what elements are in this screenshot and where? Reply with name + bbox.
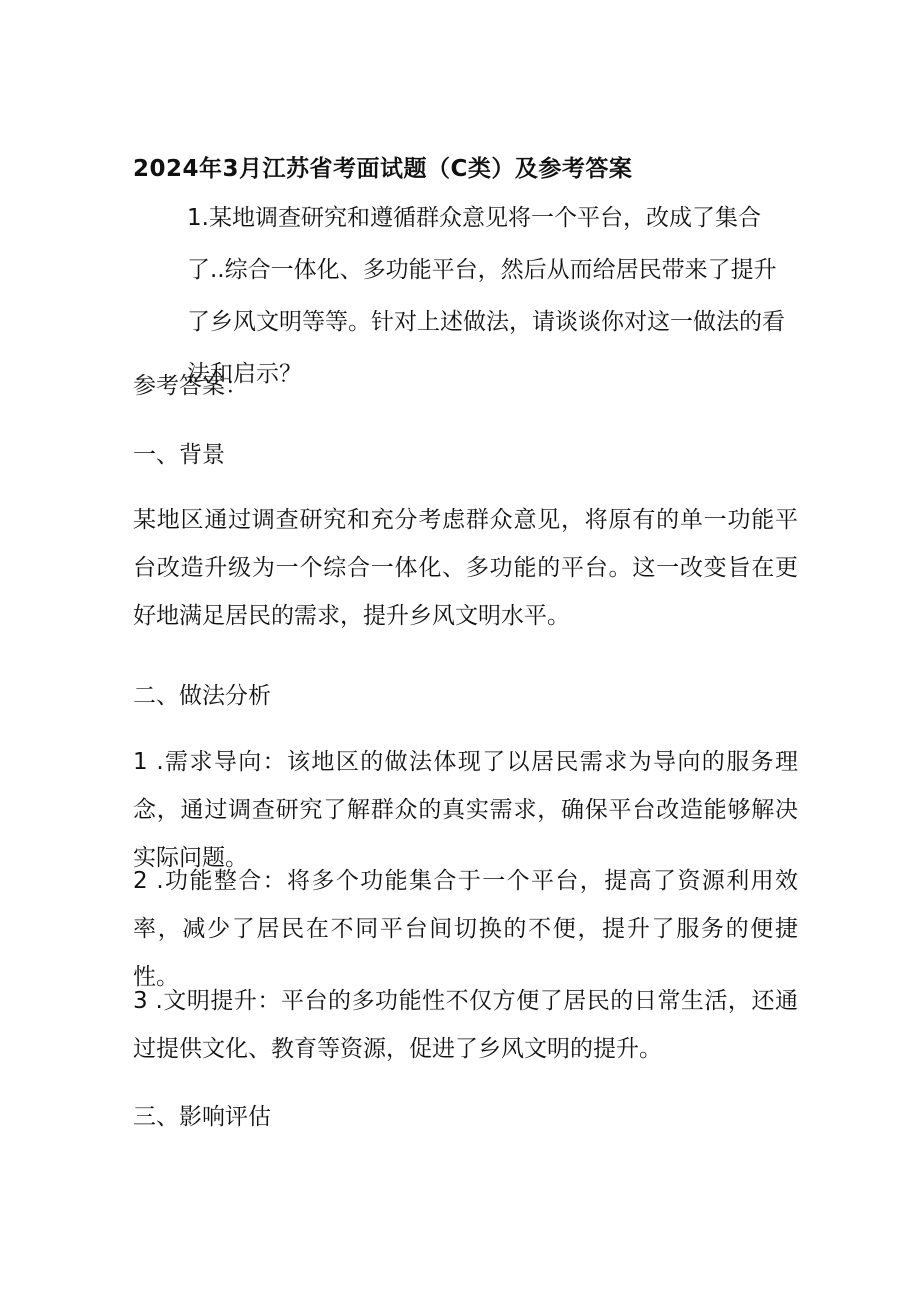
analysis-point-3: 3 .文明提升：平台的多功能性不仅方便了居民的日常生活，还通过提供文化、教育等资源，促进了乡风文明的提升。: [133, 988, 798, 1062]
impact-heading: 三、影响评估: [133, 1104, 271, 1130]
document-title: 2024年3月江苏省考面试题（C类）及参考答案: [133, 156, 633, 182]
analysis-heading: 二、做法分析: [133, 683, 271, 709]
analysis-point-1: 1 .需求导向：该地区的做法体现了以居民需求为导向的服务理念，通过调查研究了解群众的真实需求，确保平台改造能够解决实际问题。: [133, 749, 798, 871]
background-paragraph: 某地区通过调查研究和充分考虑群众意见，将原有的单一功能平台改造升级为一个综合一体化、多功能的平台。这一改变旨在更好地满足居民的需求，提升乡风文明水平。: [133, 507, 798, 629]
answer-label: 参考答案：: [133, 373, 248, 399]
question-text: 1.某地调查研究和遵循群众意见将一个平台，改成了集合了..综合一体化、多功能平台，然后从而给居民带来了提升了乡风文明等等。针对上述做法，请谈谈你对这一做法的看法和启示？: [187, 205, 785, 387]
analysis-point-2: 2 .功能整合：将多个功能集合于一个平台，提高了资源利用效率，减少了居民在不同平台间切换的不便，提升了服务的便捷性。: [133, 868, 798, 990]
background-heading: 一、背景: [133, 442, 225, 468]
